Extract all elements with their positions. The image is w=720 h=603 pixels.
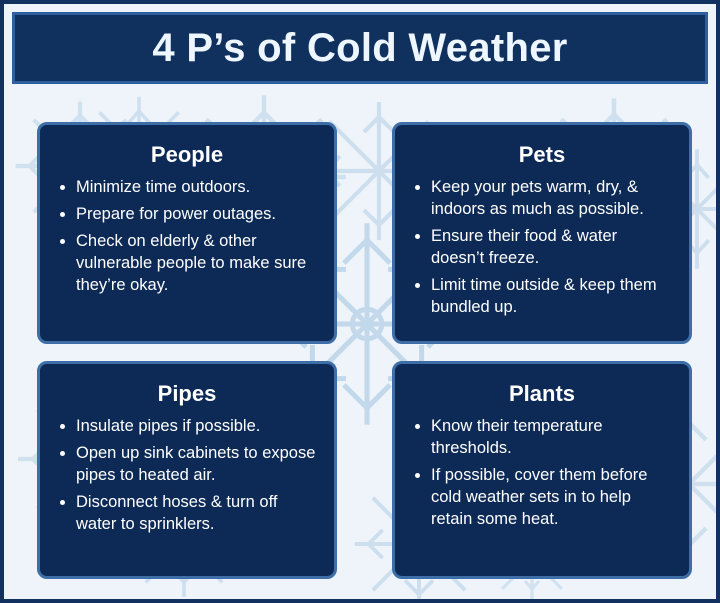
cards-grid [4, 94, 720, 603]
list-item: Ensure their food & water doesn’t freeze. [413, 226, 671, 270]
card-people [37, 122, 337, 344]
card-list-plants [413, 416, 671, 531]
card-title-pets: Pets [518, 142, 566, 167]
card-pipes [37, 361, 337, 579]
list-item: Limit time outside & keep them bundled up. [413, 275, 671, 319]
card-title-pipes: Pipes [157, 381, 217, 406]
list-item: Minimize time outdoors. [58, 177, 316, 199]
card-title-plants: Plants [508, 381, 576, 406]
list-item: Insulate pipes if possible. [58, 416, 316, 438]
page-title: 4 P’s of Cold Weather [152, 26, 568, 70]
card-title-people: People [150, 142, 224, 167]
list-item: Prepare for power outages. [58, 204, 316, 226]
poster-header [12, 12, 708, 84]
list-item: Disconnect hoses & turn off water to sprinklers. [58, 492, 316, 536]
card-list-pets [413, 177, 671, 319]
list-item: Open up sink cabinets to expose pipes to heated air. [58, 443, 316, 487]
card-plants [392, 361, 692, 579]
list-item: Keep your pets warm, dry, & indoors as much as possible. [413, 177, 671, 221]
list-item: Know their temperature thresholds. [413, 416, 671, 460]
card-pets [392, 122, 692, 344]
card-list-pipes [58, 416, 316, 536]
card-list-people [58, 177, 316, 297]
list-item: If possible, cover them before cold weather sets in to help retain some heat. [413, 465, 671, 531]
list-item: Check on elderly & other vulnerable people to make sure they’re okay. [58, 231, 316, 297]
